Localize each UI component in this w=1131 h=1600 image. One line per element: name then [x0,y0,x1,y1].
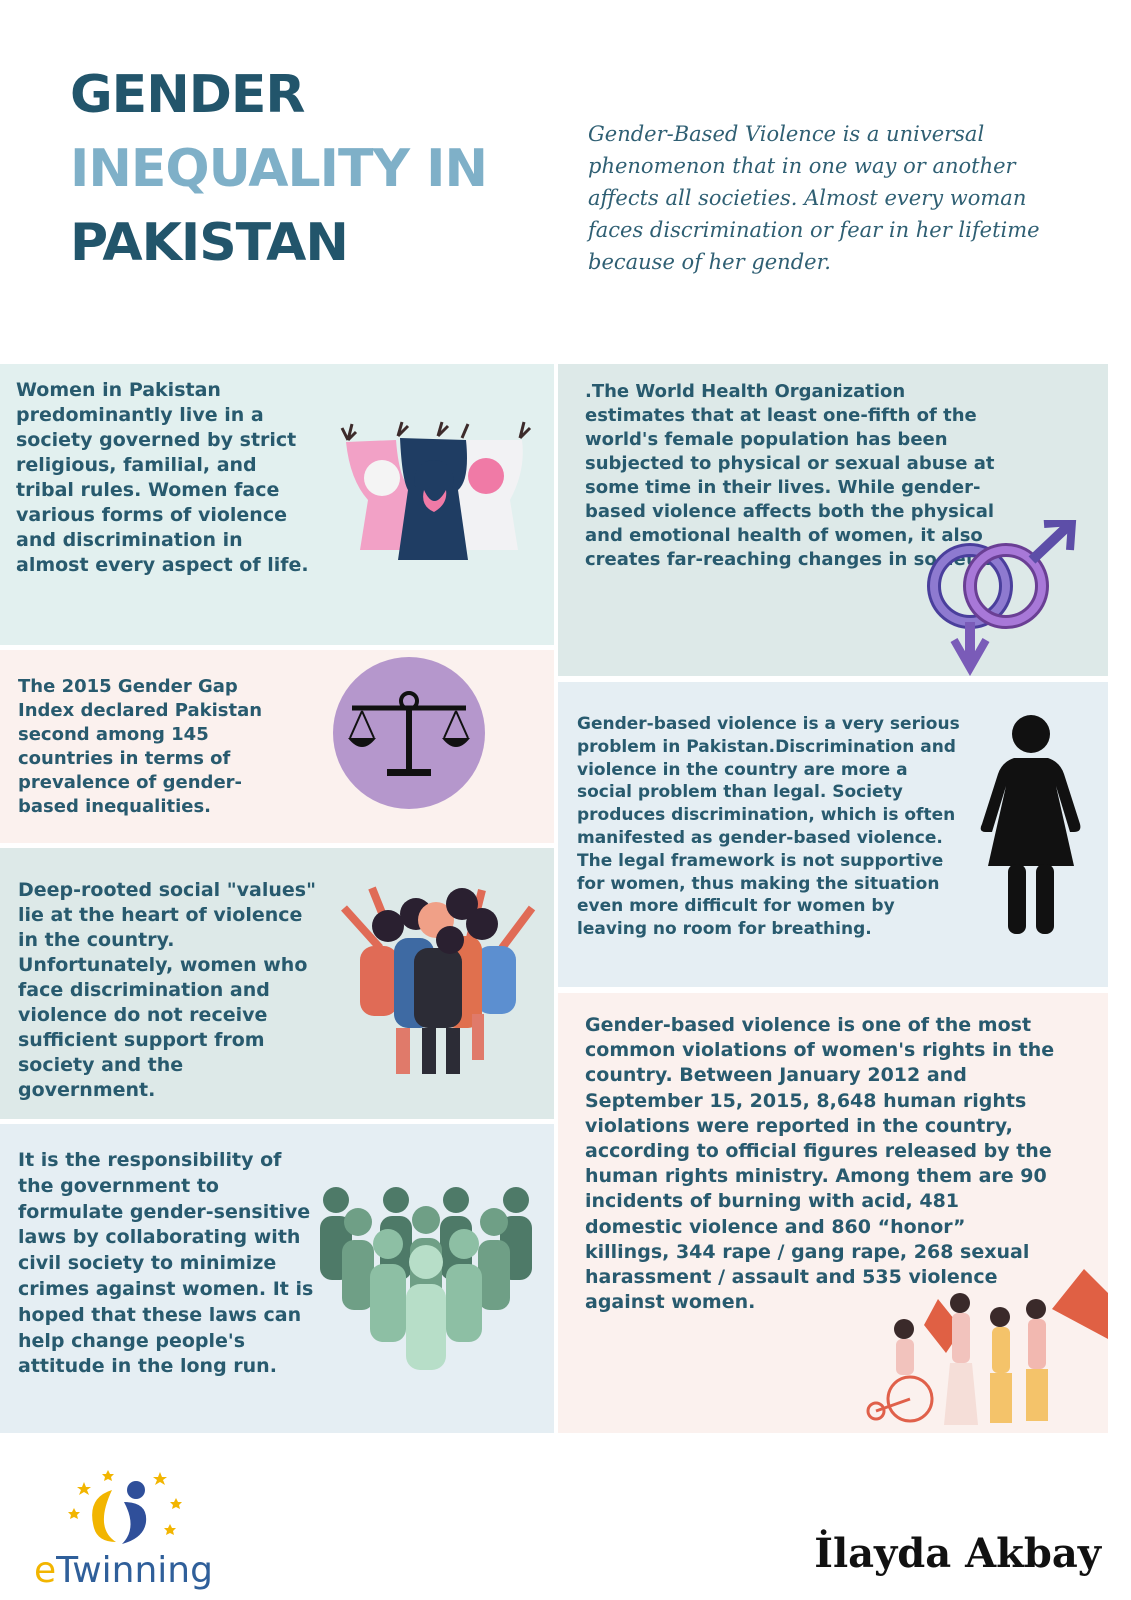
female-figure-icon [974,714,1088,936]
panel-statistics [558,993,1108,1433]
panel-serious-text: Gender-based violence is a very serious problem in Pakistan.Discrimination and violence in the country are more a social problem than legal. Society produces discrimination, which is often manifested as gender-based violence. The legal framework is not supportive for women, thus making the situation even more difficult for women by leaving no room for breathing. [577,714,960,940]
title-line-1: GENDER [70,65,305,125]
panel-gap-index [0,650,554,843]
panel-who-text: .The World Health Organization estimates that at least one-fifth of the world's female population has been subjected to physical or sexual abuse at some time in their lives. While gender-based violence affects both the physical and emotional health of women, it also creates far-reaching changes in society. [585,381,995,570]
scales-icon [332,656,486,810]
page-title [70,58,487,280]
panel-responsibility [0,1124,554,1433]
panel-responsibility-text: It is the responsibility of the government to formulate gender-sensitive laws by collaborating with civil society to minimize crimes against women. It is hoped that these laws can help change people's attitude in the long run. [18,1149,314,1378]
panel-society [0,364,554,645]
etwinning-wordmark: eTwinning [34,1550,213,1591]
panel-values [0,848,554,1119]
title-line-3: PAKISTAN [70,213,348,273]
protest-illustration [864,1269,1108,1433]
panel-statistics-text: Gender-based violence is one of the most common violations of women's rights in the country. Between January 2012 and September 15, 2015, 8,648 human rights violations were reported in the country, according to official figures released by the human rights ministry. Among them are 90 incidents of burning with acid, 481 domestic violence and 860 “honor” killings, 344 rape / gang rape, 268 sexual harassment / assault and 535 violence against women. [585,1014,1055,1314]
etwinning-logo [34,1468,214,1598]
crowd-illustration [332,878,544,1078]
panel-serious [558,682,1108,987]
panel-who [558,364,1108,676]
title-line-2: INEQUALITY IN [70,139,488,199]
panel-values-text: Deep-rooted social "values" lie at the heart of violence in the country. Unfortunately, women who face discrimination and violence do not receive sufficient support from society and the government. [18,879,317,1101]
etwinning-emblem-icon [64,1468,184,1552]
intro-text: Gender-Based Violence is a universal phenomenon that in one way or another affects all societies. Almost every woman faces discrimination or fear in her lifetime because of her gender. [588,122,1040,274]
panel-gap-index-text: The 2015 Gender Gap Index declared Pakistan second among 145 countries in terms of prevalence of gender-based inequalities. [18,676,263,817]
women-trio-illustration [338,420,538,570]
people-group-icon [316,1184,536,1374]
panel-society-text: Women in Pakistan predominantly live in a society governed by strict religious, familial, and tribal rules. Women face various forms of violence and discrimination in almost every aspect of life. [16,379,309,576]
author-signature: İlayda Akbay [814,1530,1101,1577]
gender-symbol-icon [920,520,1080,676]
